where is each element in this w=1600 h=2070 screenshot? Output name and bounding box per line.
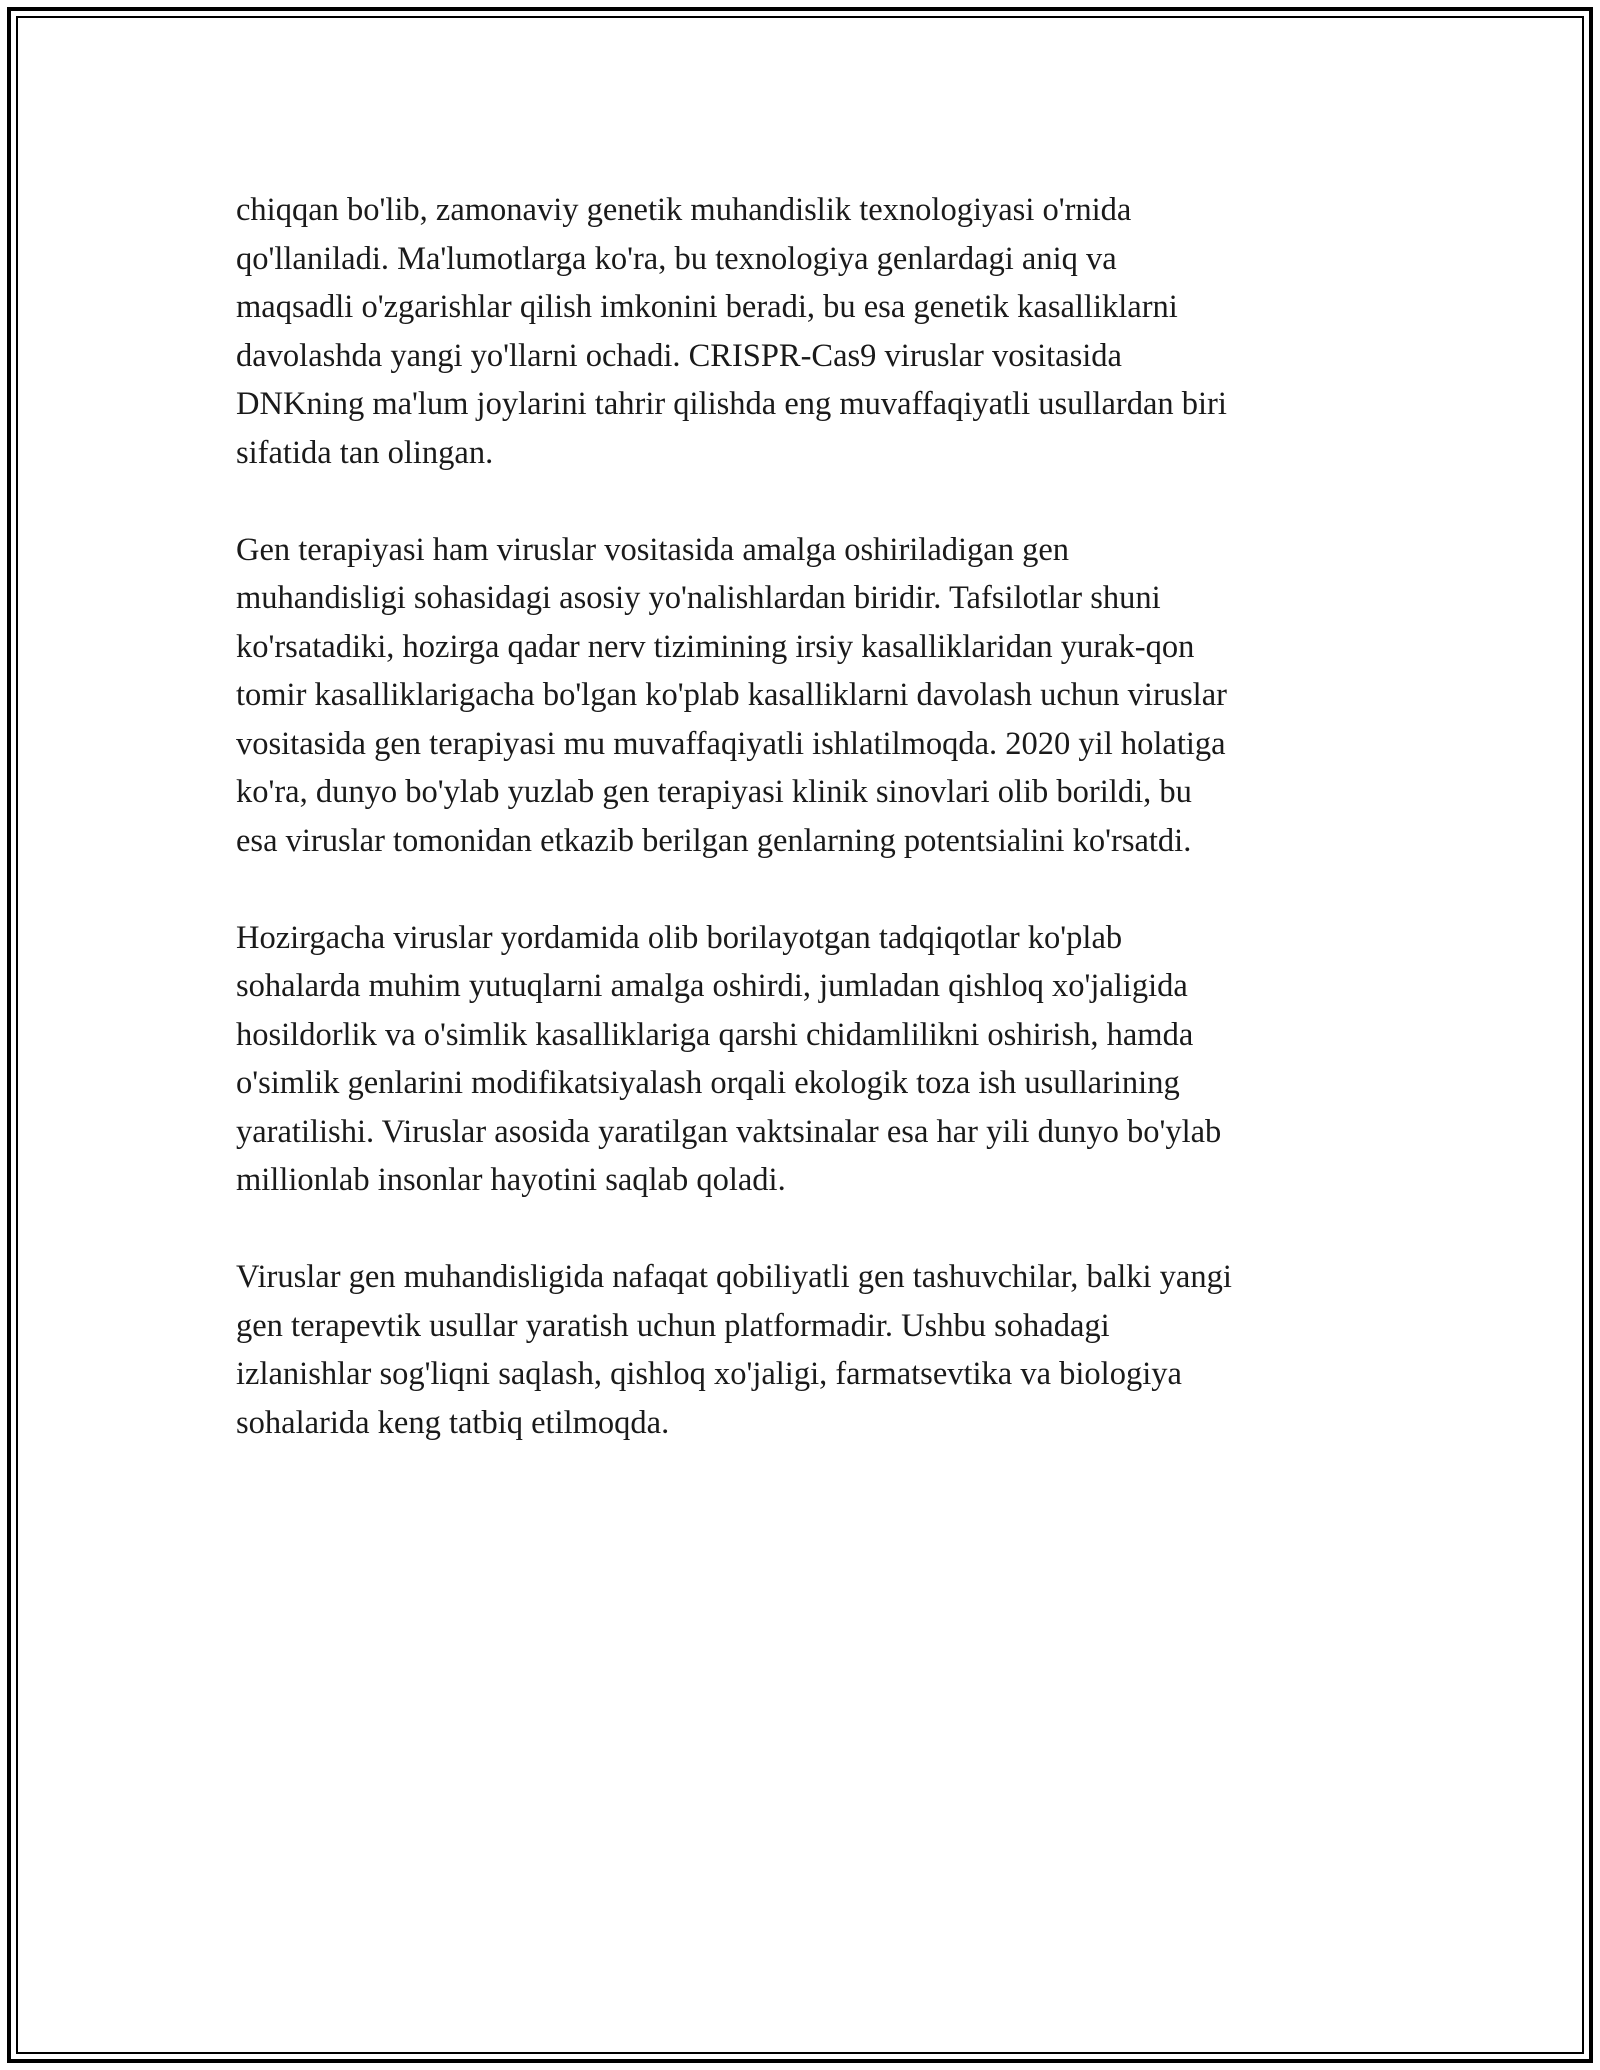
- text-line: ko'ra, dunyo bo'ylab yuzlab gen terapiyasi klinik sinovlari olib borildi, bu: [236, 774, 1192, 810]
- text-line: sohalarda muhim yutuqlarni amalga oshirdi, jumladan qishloq xo'jaligida: [236, 968, 1188, 1004]
- paragraph-1: [236, 186, 1396, 477]
- text-line: gen terapevtik usullar yaratish uchun platformadir. Ushbu sohadagi: [236, 1307, 1110, 1344]
- text-line: muhandisligi sohasidagi asosiy yo'nalishlardan biridir. Tafsilotlar shuni: [236, 580, 1161, 616]
- text-line: Hozirgacha viruslar yordamida olib borilayotgan tadqiqotlar ko'plab: [236, 919, 1123, 956]
- text-line: chiqqan bo'lib, zamonaviy genetik muhandislik texnologiyasi o'rnida: [236, 192, 1132, 228]
- paragraph-3: [236, 914, 1396, 1205]
- text-line: ko'rsatadiki, hozirga qadar nerv tizimining irsiy kasalliklaridan yurak-qon: [236, 628, 1195, 665]
- text-line: esa viruslar tomonidan etkazib berilgan genlarning potentsialini ko'rsatdi.: [236, 822, 1192, 859]
- document-body: [236, 186, 1396, 1496]
- paragraph-4: [236, 1253, 1396, 1447]
- text-line: sohalarida keng tatbiq etilmoqda.: [236, 1404, 670, 1441]
- text-line: DNKning ma'lum joylarini tahrir qilishda eng muvaffaqiyatli usullardan biri: [236, 386, 1227, 422]
- text-line: Gen terapiyasi ham viruslar vositasida amalga oshiriladigan gen: [236, 531, 1070, 568]
- text-line: millionlab insonlar hayotini saqlab qoladi.: [236, 1162, 786, 1198]
- text-line: qo'llaniladi. Ma'lumotlarga ko'ra, bu texnologiya genlardagi aniq va: [236, 240, 1117, 277]
- text-line: o'simlik genlarini modifikatsiyalash orqali ekologik toza ish usullarining: [236, 1065, 1180, 1101]
- text-line: yaratilishi. Viruslar asosida yaratilgan vaktsinalar esa har yili dunyo bo'ylab: [236, 1113, 1222, 1150]
- text-line: hosildorlik va o'simlik kasalliklariga qarshi chidamlilikni oshirish, hamda: [236, 1016, 1194, 1053]
- text-line: davolashda yangi yo'llarni ochadi. CRISPR-Cas9 viruslar vositasida: [236, 337, 1122, 374]
- text-line: tomir kasalliklarigacha bo'lgan ko'plab kasalliklarni davolash uchun viruslar: [236, 677, 1227, 713]
- text-line: sifatida tan olingan.: [236, 434, 494, 471]
- text-line: maqsadli o'zgarishlar qilish imkonini beradi, bu esa genetik kasalliklarni: [236, 289, 1178, 325]
- text-line: Viruslar gen muhandisligida nafaqat qobiliyatli gen tashuvchilar, balki yangi: [236, 1259, 1232, 1295]
- text-line: vositasida gen terapiyasi mu muvaffaqiyatli ishlatilmoqda. 2020 yil holatiga: [236, 725, 1226, 762]
- paragraph-2: [236, 526, 1396, 866]
- text-line: izlanishlar sog'liqni saqlash, qishloq xo'jaligi, farmatsevtika va biologiya: [236, 1356, 1182, 1392]
